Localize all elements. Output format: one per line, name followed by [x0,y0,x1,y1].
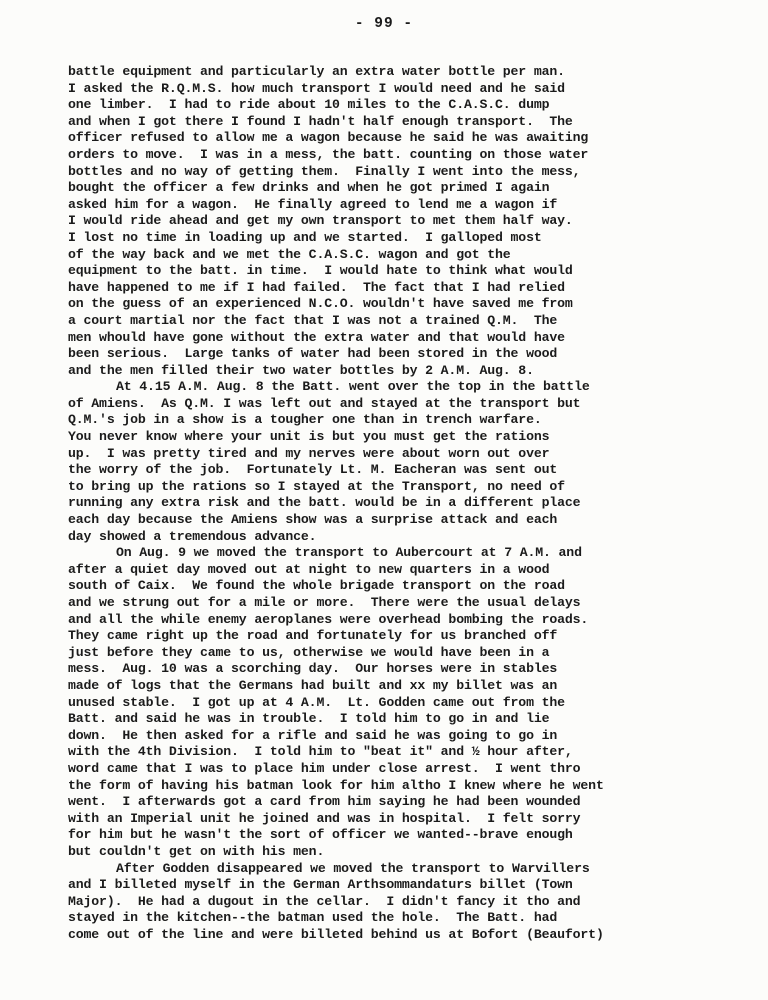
text-line: I lost no time in loading up and we started. I galloped most [68,229,542,245]
text-line: day showed a tremendous advance. [68,528,317,544]
text-line: equipment to the batt. in time. I would hate to think what would [68,263,573,279]
text-line: south of Caix. We found the whole brigade transport on the road [68,578,565,594]
text-line: up. I was pretty tired and my nerves were about worn out over [68,445,550,461]
text-line: on the guess of an experienced N.C.O. wouldn't have saved me from [68,296,573,312]
text-line: the worry of the job. Fortunately Lt. M. Eacheran was sent out [68,462,558,478]
text-line: unused stable. I got up at 4 A.M. Lt. Godden came out from the [68,694,565,710]
text-line: one limber. I had to ride about 10 miles to the C.A.S.C. dump [68,97,550,113]
text-line: Batt. and said he was in trouble. I told him to go in and lie [68,711,550,727]
text-line: have happened to me if I had failed. The fact that I had relied [68,279,565,295]
text-line: battle equipment and particularly an extra water bottle per man. [68,64,565,79]
text-line: just before they came to us, otherwise we would have been in a [68,644,550,660]
text-line: each day because the Amiens show was a surprise attack and each [68,512,558,528]
text-line: They came right up the road and fortunately for us branched off [68,628,558,644]
text-line: bottles and no way of getting them. Finally I went into the mess, [68,163,581,179]
text-line: At 4.15 A.M. Aug. 8 the Batt. went over the top in the battle [116,379,590,395]
text-line: On Aug. 9 we moved the transport to Aubercourt at 7 A.M. and [116,545,582,561]
text-line: and I billeted myself in the German Arthsommandaturs billet (Town [68,877,573,893]
text-line: with the 4th Division. I told him to "beat it" and ½ hour after, [68,744,573,760]
text-line: mess. Aug. 10 was a scorching day. Our horses were in stables [68,661,558,677]
text-line: Q.M.'s job in a show is a tougher one than in trench warfare. [68,412,542,428]
text-line: and all the while enemy aeroplanes were overhead bombing the roads. [68,611,589,627]
text-line: word came that I was to place him under close arrest. I went thro [68,760,581,776]
text-line: come out of the line and were billeted behind us at Bofort (Beaufort) [68,926,604,942]
text-line: orders to move. I was in a mess, the batt. counting on those water [68,146,589,162]
text-line: the form of having his batman look for him altho I knew where he went [68,777,604,793]
text-line: Major). He had a dugout in the cellar. I didn't fancy it tho and [68,893,581,909]
text-line: After Godden disappeared we moved the transport to Warvillers [116,860,590,876]
text-line: been serious. Large tanks of water had been stored in the wood [68,346,558,362]
text-line: You never know where your unit is but you must get the rations [68,429,550,445]
text-line: down. He then asked for a rifle and said he was going to go in [68,727,558,743]
text-line: made of logs that the Germans had built and xx my billet was an [68,677,558,693]
text-line: I asked the R.Q.M.S. how much transport I would need and he said [68,80,565,96]
text-line: a court martial nor the fact that I was not a trained Q.M. The [68,312,558,328]
text-line: running any extra risk and the batt. would be in a different place [68,495,581,511]
text-line: and when I got there I found I hadn't half enough transport. The [68,113,573,129]
text-line: after a quiet day moved out at night to new quarters in a wood [68,561,550,577]
text-line: I would ride ahead and get my own transport to met them half way. [68,213,573,229]
body-text [68,64,740,943]
text-line: but couldn't get on with his men. [68,843,325,859]
text-line: of Amiens. As Q.M. I was left out and stayed at the transport but [68,395,581,411]
text-line: for him but he wasn't the sort of officer we wanted--brave enough [68,827,573,843]
text-line: and we strung out for a mile or more. There were the usual delays [68,595,581,610]
text-line: of the way back and we met the C.A.S.C. wagon and got the [68,246,511,262]
page-number: - 99 - [354,16,414,32]
text-line: men whould have gone without the extra water and that would have [68,329,565,345]
text-line: bought the officer a few drinks and when he got primed I again [68,180,550,196]
text-line: with an Imperial unit he joined and was in hospital. I felt sorry [68,810,581,826]
text-line: officer refused to allow me a wagon because he said he was awaiting [68,130,589,146]
text-line: went. I afterwards got a card from him saying he had been wounded [68,794,581,810]
text-line: asked him for a wagon. He finally agreed to lend me a wagon if [68,196,558,212]
text-line: stayed in the kitchen--the batman used the hole. The Batt. had [68,910,558,926]
text-line: to bring up the rations so I stayed at the Transport, no need of [68,478,565,494]
text-line: and the men filled their two water bottles by 2 A.M. Aug. 8. [68,362,534,378]
